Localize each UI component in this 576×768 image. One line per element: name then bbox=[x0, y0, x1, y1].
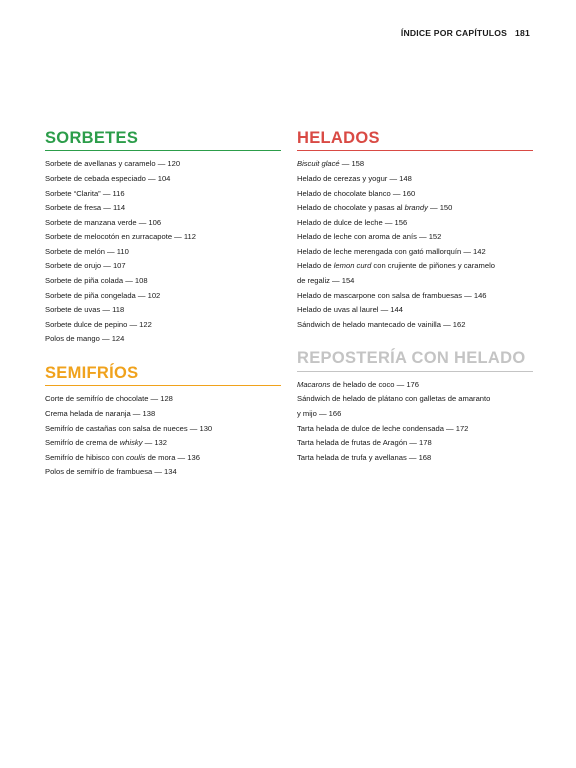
list-item bbox=[297, 378, 533, 393]
section-sorbetes bbox=[45, 130, 281, 347]
left-column bbox=[45, 130, 281, 498]
section-title-semifrios: SEMIFRÍOS bbox=[45, 365, 281, 386]
list-item: Sorbete de melocotón en zurracapote — 112 bbox=[45, 232, 196, 242]
list-item: y mijo — 166 bbox=[297, 408, 342, 418]
list-item: Sorbete de fresa — 114 bbox=[45, 203, 126, 213]
list-item: Sándwich de helado mantecado de vainilla — 162 bbox=[297, 319, 466, 329]
list-item: Helado de leche merengada con gató mallorquín — 142 bbox=[297, 246, 486, 256]
list-item bbox=[297, 201, 533, 216]
list-item-text: Helado de bbox=[297, 261, 334, 271]
list-item-italic: brandy bbox=[404, 203, 428, 213]
list-item bbox=[45, 436, 281, 451]
section-reposteria bbox=[297, 350, 533, 465]
list-item: Sorbete de orujo — 107 bbox=[45, 261, 126, 271]
list-item: Sorbete de melón — 110 bbox=[45, 246, 129, 256]
running-head bbox=[401, 28, 530, 38]
list-item: Polos de semifrío de frambuesa — 134 bbox=[45, 467, 177, 477]
running-head-title: ÍNDICE POR CAPÍTULOS bbox=[400, 28, 508, 38]
list-item: Crema helada de naranja — 138 bbox=[45, 408, 156, 418]
list-item-text: con crujiente de piñones y caramelo bbox=[371, 261, 495, 271]
list-item-italic: lemon curd bbox=[333, 261, 372, 271]
list-item: Sorbete de uvas — 118 bbox=[45, 305, 125, 315]
list-item: Helado de cerezas y yogur — 148 bbox=[297, 173, 412, 183]
list-item: Sorbete de piña congelada — 102 bbox=[45, 290, 161, 300]
list-item: Sorbete de cebada especiado — 104 bbox=[45, 173, 171, 183]
list-item: Tarta helada de frutas de Aragón — 178 bbox=[297, 438, 432, 448]
list-item: Helado de chocolate blanco — 160 bbox=[297, 188, 416, 198]
list-item bbox=[297, 259, 533, 274]
list-item: Sorbete de piña colada — 108 bbox=[45, 276, 148, 286]
list-item-text: — 150 bbox=[427, 203, 453, 213]
entries-reposteria bbox=[297, 378, 533, 466]
list-item-text: Helado de chocolate y pasas al bbox=[297, 203, 405, 213]
list-item: Sorbete “Clarita” — 116 bbox=[45, 188, 125, 198]
list-item-italic: Macarons bbox=[297, 379, 331, 389]
list-item bbox=[45, 451, 281, 466]
list-item: Helado de leche con aroma de anís — 152 bbox=[297, 232, 442, 242]
list-item: Polos de mango — 124 bbox=[45, 334, 125, 344]
list-item-text: de mora — 136 bbox=[145, 452, 200, 462]
section-semifrios bbox=[45, 365, 281, 480]
list-item-italic: Biscuit glacé bbox=[297, 159, 340, 169]
section-helados bbox=[297, 130, 533, 332]
list-item-text: de helado de coco — 176 bbox=[330, 379, 420, 389]
list-item: Sorbete dulce de pepino — 122 bbox=[45, 319, 152, 329]
list-item: Semifrío de castañas con salsa de nueces — 130 bbox=[45, 423, 213, 433]
list-item-text: — 132 bbox=[142, 438, 167, 448]
list-item: Helado de uvas al laurel — 144 bbox=[297, 305, 403, 315]
list-item-text: Semifrío de hibisco con bbox=[45, 452, 127, 462]
page-number: 181 bbox=[515, 28, 530, 38]
list-item-text: Semifrío de crema de bbox=[45, 438, 120, 448]
list-item: Sorbete de manzana verde — 106 bbox=[45, 217, 162, 227]
entries-sorbetes bbox=[45, 157, 281, 347]
list-item-italic: whisky bbox=[119, 438, 143, 448]
list-item: de regaliz — 154 bbox=[297, 276, 355, 286]
entries-helados bbox=[297, 157, 533, 332]
section-title-sorbetes: SORBETES bbox=[45, 130, 281, 151]
list-item: Helado de mascarpone con salsa de frambuesas — 146 bbox=[297, 290, 487, 300]
list-item: Helado de dulce de leche — 156 bbox=[297, 217, 408, 227]
list-item-text: — 158 bbox=[339, 159, 365, 169]
list-item bbox=[297, 157, 533, 172]
list-item: Sorbete de avellanas y caramelo — 120 bbox=[45, 159, 181, 169]
section-title-helados: HELADOS bbox=[297, 130, 533, 151]
section-title-reposteria: REPOSTERÍA CON HELADO bbox=[297, 350, 533, 371]
list-item: Tarta helada de dulce de leche condensada — 172 bbox=[297, 423, 469, 433]
list-item: Corte de semifrío de chocolate — 128 bbox=[45, 394, 173, 404]
list-item: Tarta helada de trufa y avellanas — 168 bbox=[297, 452, 432, 462]
list-item-italic: coulis bbox=[126, 452, 146, 462]
entries-semifrios bbox=[45, 392, 281, 480]
right-column bbox=[297, 130, 533, 483]
list-item: Sándwich de helado de plátano con galletas de amaranto bbox=[297, 394, 491, 404]
